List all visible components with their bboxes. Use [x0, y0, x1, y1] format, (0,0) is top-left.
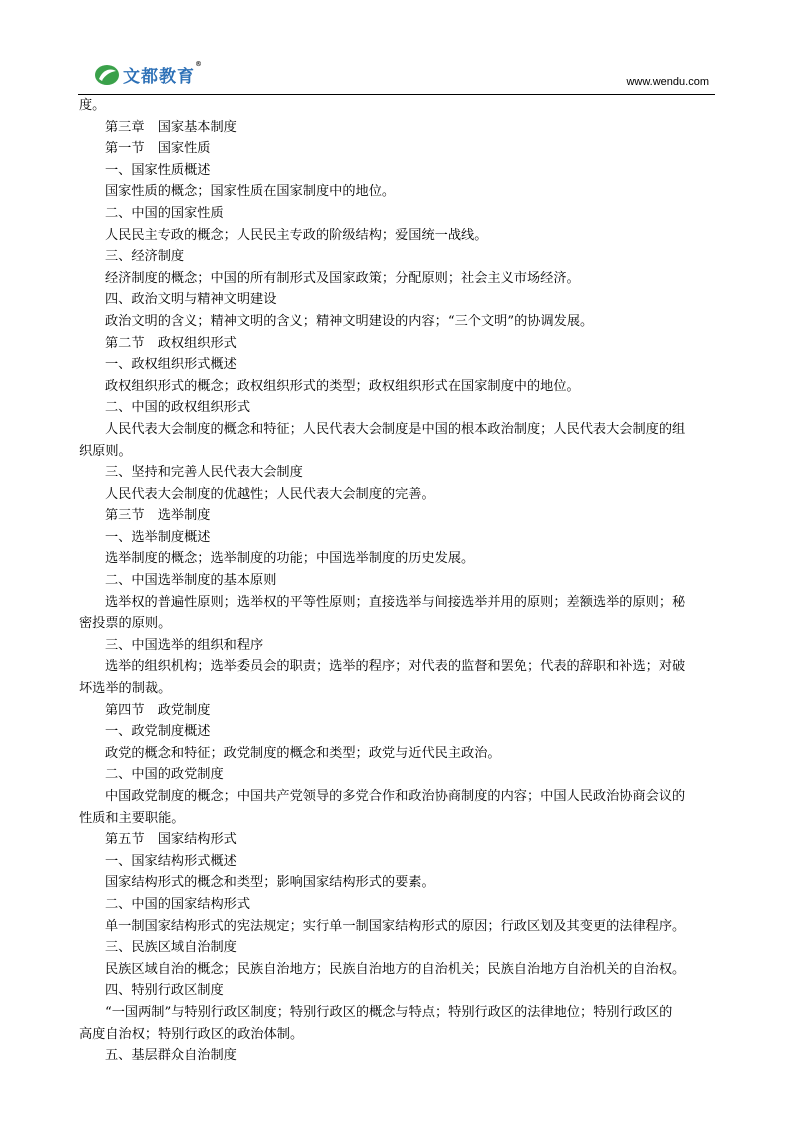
text-line-continuation: 密投票的原则。: [79, 616, 172, 632]
section-heading: 第四节 政党制度: [105, 702, 211, 718]
subsection-heading: 一、国家性质概述: [105, 162, 211, 178]
subsection-heading: 三、民族区域自治制度: [105, 940, 237, 956]
logo-text: [123, 60, 203, 87]
text-line: 政党的概念和特征；政党制度的概念和类型；政党与近代民主政治。: [105, 745, 501, 761]
subsection-heading: 五、基层群众自治制度: [105, 1048, 237, 1064]
text-line: 政治文明的含义；精神文明的含义；精神文明建设的内容；“三个文明”的协调发展。: [105, 313, 594, 329]
text-line: 选举的组织机构；选举委员会的职责；选举的程序；对代表的监督和罢免；代表的辞职和补选；对破: [105, 659, 686, 675]
section-heading: 第五节 国家结构形式: [105, 832, 237, 848]
site-url: www.wendu.com: [626, 76, 709, 88]
section-heading: 第三节 选举制度: [105, 508, 211, 524]
document-body: [79, 95, 719, 1067]
subsection-heading: 四、特别行政区制度: [105, 983, 224, 999]
subsection-heading: 三、经济制度: [105, 249, 185, 265]
subsection-heading: 一、政权组织形式概述: [105, 357, 237, 373]
text-line: 民族区域自治的概念；民族自治地方；民族自治地方的自治机关；民族自治地方自治机关的自治权。: [105, 961, 686, 977]
subsection-heading: 一、选举制度概述: [105, 529, 211, 545]
subsection-heading: 二、中国的政党制度: [105, 767, 224, 783]
subsection-heading: 二、中国的国家性质: [105, 205, 224, 221]
registered-mark: ®: [195, 60, 203, 68]
page-header: [78, 58, 715, 95]
subsection-heading: 一、国家结构形式概述: [105, 853, 237, 869]
text-line: 人民代表大会制度的概念和特征；人民代表大会制度是中国的根本政治制度；人民代表大会制度的组: [105, 421, 686, 437]
wendu-leaf-icon: [94, 64, 120, 86]
text-line: 中国政党制度的概念；中国共产党领导的多党合作和政治协商制度的内容；中国人民政治协商会议的: [105, 789, 686, 804]
text-line: “一国两制”与特别行政区制度；特别行政区的概念与特点；特别行政区的法律地位；特别行政区的: [105, 1004, 673, 1020]
subsection-heading: 一、政党制度概述: [105, 724, 211, 740]
chapter-heading: 第三章 国家基本制度: [105, 119, 237, 135]
section-heading: 第二节 政权组织形式: [105, 335, 237, 351]
text-line-continuation: 坏选举的制裁。: [79, 681, 172, 697]
section-heading: 第一节 国家性质: [105, 141, 211, 157]
text-line: 人民代表大会制度的优越性；人民代表大会制度的完善。: [105, 486, 435, 502]
text-line: 国家结构形式的概念和类型；影响国家结构形式的要素。: [105, 875, 435, 891]
text-line-continuation: 高度自治权；特别行政区的政治体制。: [79, 1026, 304, 1042]
text-line: 选举权的普遍性原则；选举权的平等性原则；直接选举与间接选举并用的原则；差额选举的原则；秘: [105, 594, 686, 610]
subsection-heading: 三、坚持和完善人民代表大会制度: [105, 465, 303, 481]
wendu-logo: [94, 60, 203, 87]
text-line: 政权组织形式的概念；政权组织形式的类型；政权组织形式在国家制度中的地位。: [105, 378, 580, 394]
subsection-heading: 三、中国选举的组织和程序: [105, 637, 264, 653]
subsection-heading: 二、中国的国家结构形式: [105, 896, 251, 912]
text-line: 人民民主专政的概念；人民民主专政的阶级结构；爱国统一战线。: [105, 227, 488, 243]
logo-text-label: 文都教育: [123, 67, 195, 87]
subsection-heading: 二、中国的政权组织形式: [105, 400, 251, 416]
text-line: 经济制度的概念；中国的所有制形式及国家政策；分配原则；社会主义市场经济。: [105, 270, 580, 286]
text-line-continuation: 性质和主要职能。: [79, 810, 185, 826]
text-line: 度。: [79, 98, 106, 113]
text-line-continuation: 织原则。: [79, 443, 132, 459]
subsection-heading: 四、政治文明与精神文明建设: [105, 292, 277, 308]
subsection-heading: 二、中国选举制度的基本原则: [105, 573, 277, 589]
text-line: 选举制度的概念；选举制度的功能；中国选举制度的历史发展。: [105, 551, 475, 567]
text-line: 单一制国家结构形式的宪法规定；实行单一制国家结构形式的原因；行政区划及其变更的法律程序。: [105, 918, 686, 934]
text-line: 国家性质的概念；国家性质在国家制度中的地位。: [105, 184, 396, 200]
